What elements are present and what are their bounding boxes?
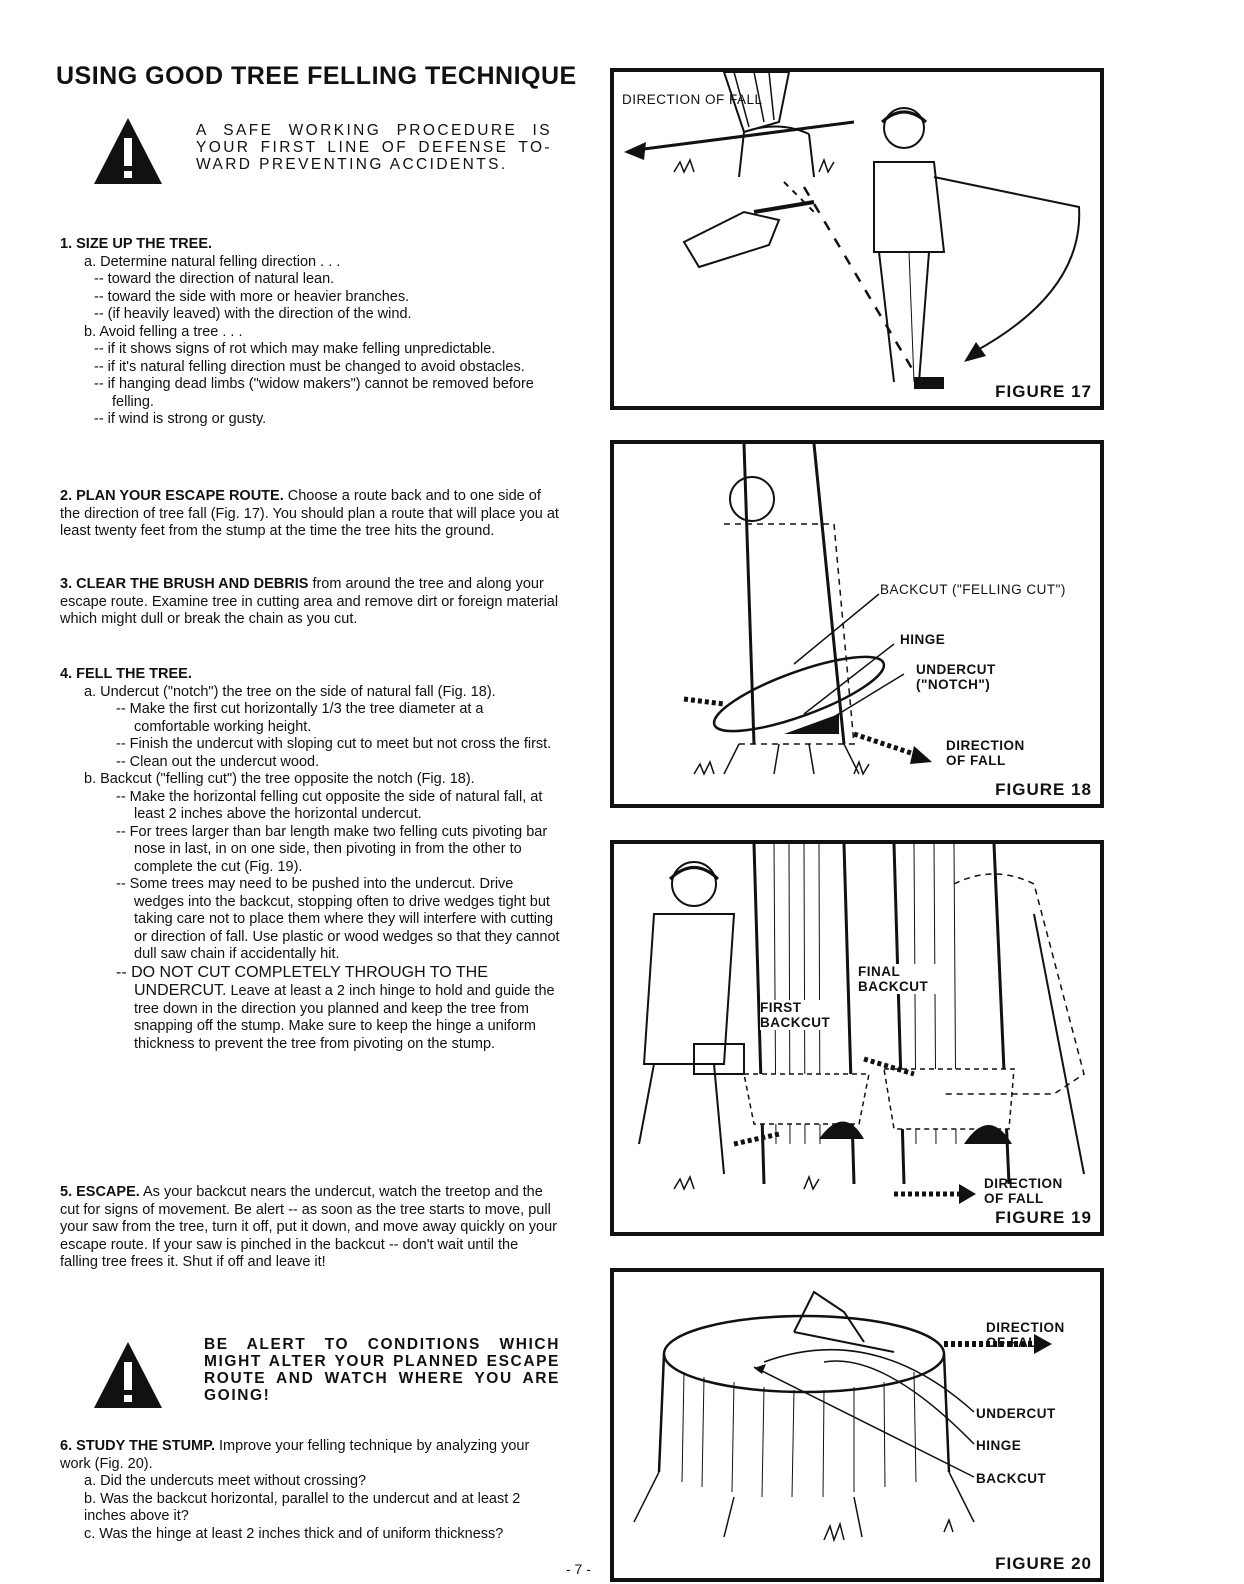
paragraph: from around the tree and along your escape route. Examine tree in cutting area and remove dirt or foreign material which might dull or break the chain as you cut. bbox=[60, 576, 559, 627]
direction-label: DIRECTION OF FALL bbox=[622, 92, 763, 107]
list-item: -- toward the side with more or heavier branches. bbox=[94, 288, 410, 305]
list-item: a. Did the undercuts meet without crossing? bbox=[84, 1473, 367, 1489]
paragraph: Improve your felling technique by analyzing your work (Fig. 20). bbox=[60, 1438, 530, 1472]
figure-caption: FIGURE 18 bbox=[995, 780, 1092, 799]
list-item: -- if hanging dead limbs ("widow makers") cannot be removed before felling. bbox=[94, 376, 534, 410]
list-item: a. Undercut ("notch") the tree on the side of natural fall (Fig. 18). bbox=[84, 683, 496, 700]
list-item: b. Was the backcut horizontal, parallel to the undercut and at least 2 inches above it? bbox=[84, 1490, 521, 1524]
list-item: -- toward the direction of natural lean. bbox=[94, 271, 335, 287]
backcut-label: BACKCUT ("FELLING CUT") bbox=[880, 582, 1066, 597]
section-size-up bbox=[60, 236, 560, 429]
list-item: -- Some trees may need to be pushed into the undercut. Drive wedges into the backcut, stopping often to drive wedges tight but taking care not to place them where they will interfere with cutting or direction of fall. Use plastic or wood wedges so that they cannot dull saw chain if accidentally hit. bbox=[116, 876, 560, 962]
list-item: -- if wind is strong or gusty. bbox=[94, 411, 267, 427]
list-item: -- Make the first cut horizontally 1/3 the tree diameter at a comfortable working height. bbox=[116, 701, 484, 735]
page-number: - 7 - bbox=[566, 1561, 591, 1577]
undercut-label: UNDERCUT bbox=[976, 1406, 1056, 1421]
stump-analysis-illustration bbox=[614, 1272, 1100, 1578]
section-heading: 6. STUDY THE STUMP. bbox=[60, 1438, 215, 1454]
felling-escape-illustration bbox=[614, 72, 1100, 406]
section-heading: 2. PLAN YOUR ESCAPE ROUTE. bbox=[60, 488, 284, 504]
alert-warning-text: BE ALERT TO CONDITIONS WHICH MIGHT ALTER YOUR PLANNED ESCAPE ROUTE AND WATCH WHERE YOU ARE GOING! bbox=[204, 1336, 560, 1404]
warning-icon bbox=[92, 116, 164, 186]
list-item: -- (if heavily leaved) with the direction of the wind. bbox=[94, 306, 412, 322]
section-heading: 1. SIZE UP THE TREE. bbox=[60, 236, 213, 252]
direction-label: DIRECTION OF FALL bbox=[984, 1176, 1063, 1206]
figure-19 bbox=[610, 840, 1104, 1236]
section-escape bbox=[60, 1184, 560, 1272]
safety-warning-text: A SAFE WORKING PROCEDURE IS YOUR FIRST LINE OF DEFENSE TO-WARD PREVENTING ACCIDENTS. bbox=[196, 122, 552, 173]
warning-icon bbox=[92, 1340, 164, 1410]
two-cut-backcut-illustration bbox=[614, 844, 1100, 1232]
section-heading: 5. ESCAPE. bbox=[60, 1184, 140, 1200]
list-item: -- if it's natural felling direction must be changed to avoid obstacles. bbox=[94, 358, 525, 375]
section-fell-tree bbox=[60, 666, 560, 1053]
list-item: b. Avoid felling a tree . . . bbox=[84, 323, 243, 340]
backcut-label: BACKCUT bbox=[976, 1471, 1047, 1486]
emphasis-text: -- DO NOT CUT COMPLETELY THROUGH TO THE UNDERCUT. bbox=[116, 963, 488, 999]
section-clear-brush bbox=[60, 576, 560, 629]
paragraph: As your backcut nears the undercut, watch the treetop and the cut for signs of movement. Be alert -- as soon as the tree starts to move, pull your saw from the tree, turn it off, put it down, and move away quickly on your escape route. If your saw is pinched in the backcut -- don't wait until the falling tree frees it. Shut if off and leave it! bbox=[60, 1184, 558, 1270]
figure-caption: FIGURE 20 bbox=[995, 1554, 1092, 1573]
first-backcut-label: FIRST BACKCUT bbox=[760, 1000, 840, 1030]
hinge-label: HINGE bbox=[976, 1438, 1022, 1453]
undercut-label: UNDERCUT ("NOTCH") bbox=[916, 662, 996, 692]
list-item: -- Finish the undercut with sloping cut to meet but not cross the first. bbox=[116, 736, 552, 752]
section-study-stump bbox=[60, 1438, 560, 1543]
list-item: -- Make the horizontal felling cut opposite the side of natural fall, at least 2 inches above the horizontal undercut. bbox=[116, 788, 543, 822]
list-item: c. Was the hinge at least 2 inches thick and of uniform thickness? bbox=[84, 1525, 504, 1542]
section-heading: 3. CLEAR THE BRUSH AND DEBRIS bbox=[60, 576, 309, 592]
figure-caption: FIGURE 19 bbox=[995, 1208, 1092, 1227]
list-item bbox=[60, 964, 560, 1054]
direction-label: DIRECTION OF FALL bbox=[946, 738, 1025, 768]
list-item: -- For trees larger than bar length make two felling cuts pivoting bar nose in last, in on one side, then pivoting in from the other to complete the cut (Fig. 19). bbox=[116, 823, 548, 875]
figure-17 bbox=[610, 68, 1104, 410]
figure-18 bbox=[610, 440, 1104, 808]
list-item: b. Backcut ("felling cut") the tree opposite the notch (Fig. 18). bbox=[84, 771, 475, 787]
figure-caption: FIGURE 17 bbox=[995, 382, 1092, 401]
page-title: USING GOOD TREE FELLING TECHNIQUE bbox=[56, 62, 577, 90]
figure-20 bbox=[610, 1268, 1104, 1582]
paragraph: Leave at least a 2 inch hinge to hold and guide the tree down in the direction you planned and keep the tree from snapping off the stump. Make sure to keep the hinge a uniform thickness to prevent the tree from pivoting on the stump. bbox=[134, 983, 555, 1052]
hinge-label: HINGE bbox=[900, 632, 946, 647]
list-item: -- if it shows signs of rot which may make felling unpredictable. bbox=[94, 341, 496, 357]
paragraph: Choose a route back and to one side of the direction of tree fall (Fig. 17). You should plan a route that will place you at least twenty feet from the stump at the time the tree hits the ground. bbox=[60, 488, 559, 539]
list-item: -- Clean out the undercut wood. bbox=[116, 753, 320, 770]
section-heading: 4. FELL THE TREE. bbox=[60, 666, 192, 682]
section-escape-route bbox=[60, 488, 560, 541]
final-backcut-label: FINAL BACKCUT bbox=[858, 964, 938, 994]
direction-label: DIRECTION OF FALL bbox=[986, 1320, 1065, 1350]
list-item: a. Determine natural felling direction . . . bbox=[84, 253, 341, 270]
